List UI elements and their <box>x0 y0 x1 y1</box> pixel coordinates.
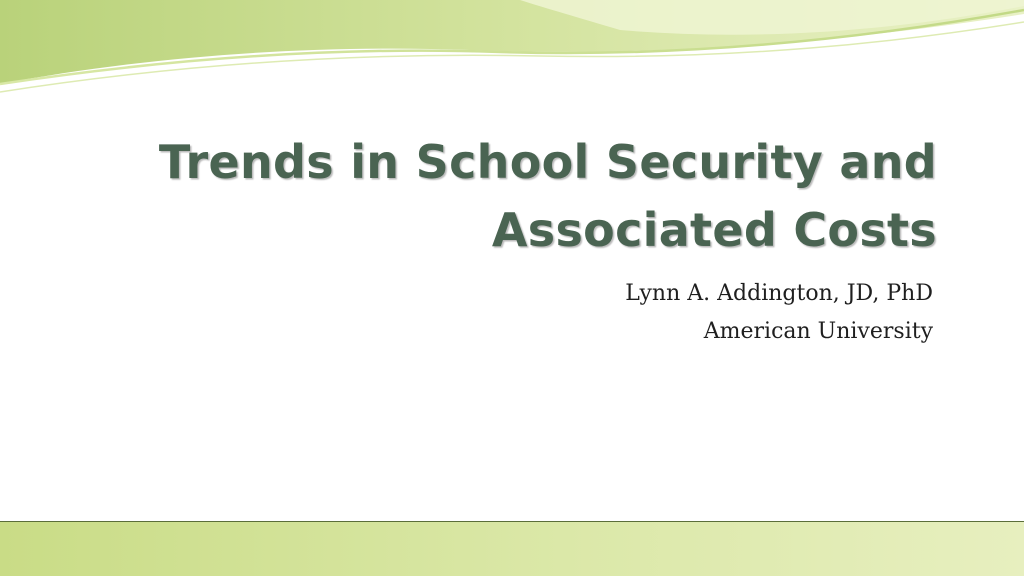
author-affiliation: American University <box>703 319 933 344</box>
slide-title-line-1: Trends in School Security and <box>158 135 937 189</box>
slide-subtitle <box>333 275 933 351</box>
top-wave-decoration <box>0 0 1024 110</box>
slide-title-line-2: Associated Costs <box>491 203 937 257</box>
slide-title <box>77 128 937 264</box>
author-name: Lynn A. Addington, JD, PhD <box>625 281 933 306</box>
footer-band-decoration <box>0 521 1024 576</box>
